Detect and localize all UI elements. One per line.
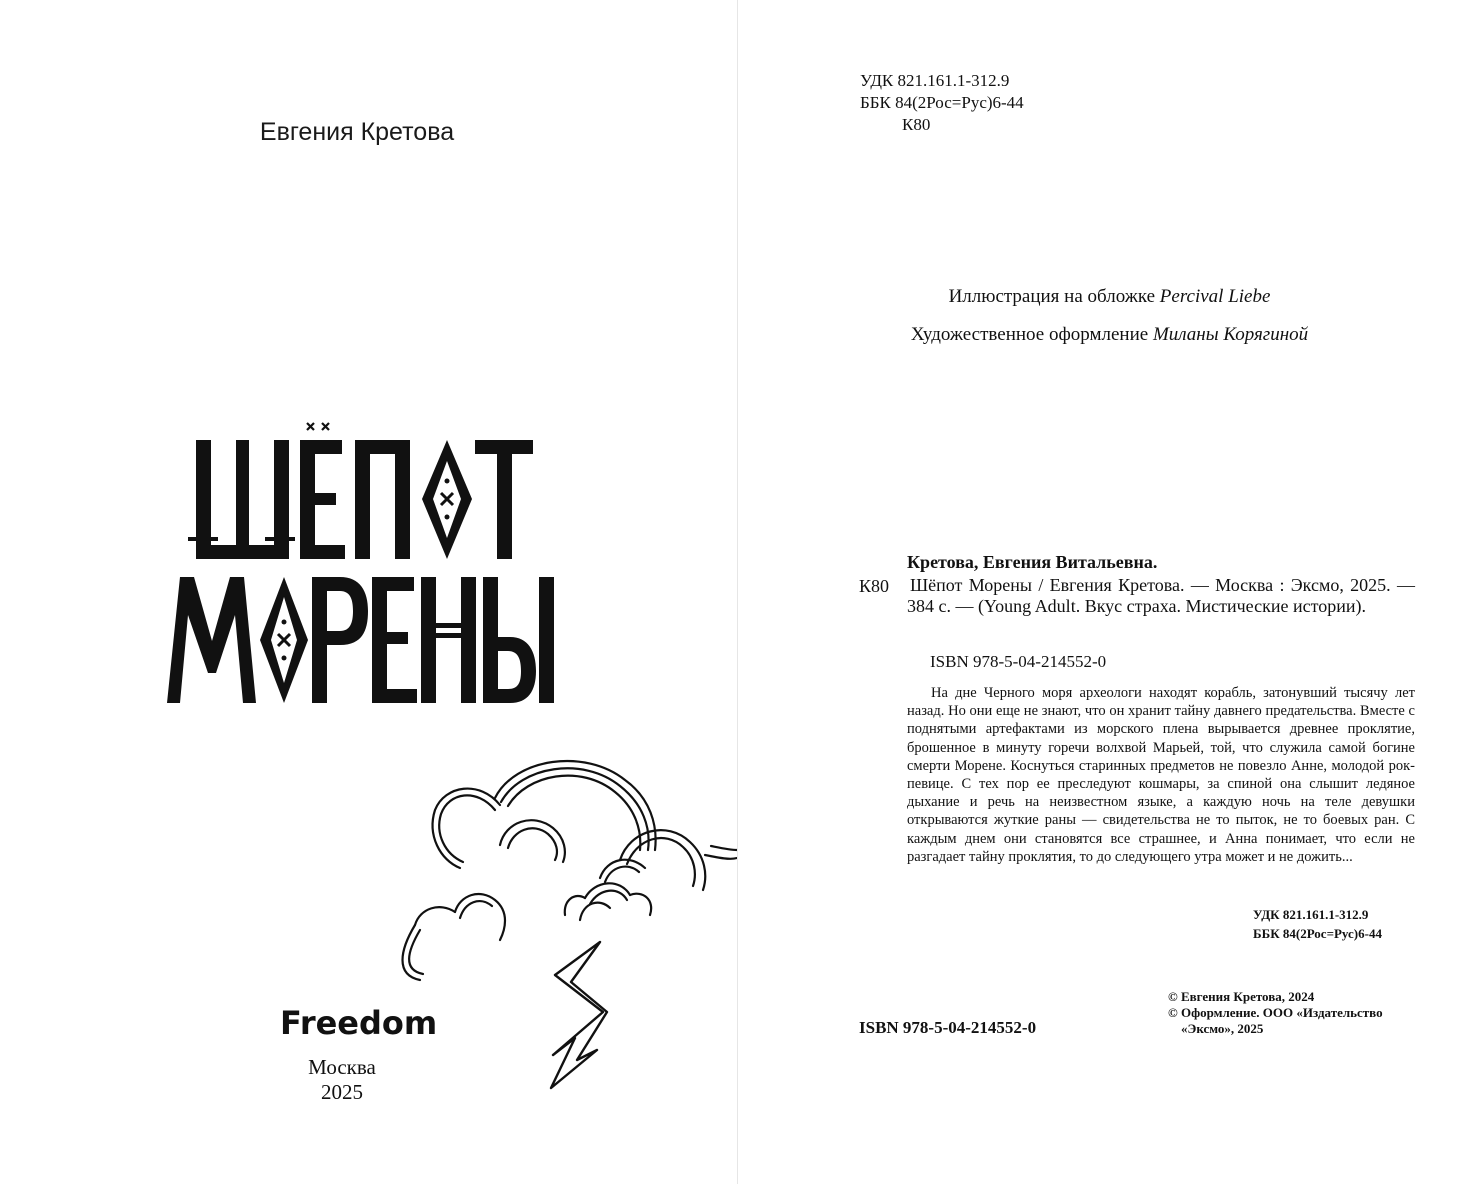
title-letter-o-rune (422, 440, 472, 559)
title-letter-er (312, 577, 368, 703)
title-letter-ye (372, 577, 417, 703)
right-page (738, 0, 1481, 1184)
title-letter-o-rune-2 (260, 577, 308, 703)
bbk-code: ББК 84(2Рос=Рус)6-44 (860, 93, 1024, 112)
illustration-credit (738, 286, 1481, 308)
title-letter-yery (483, 577, 554, 703)
publisher-logo-text: Freedom (280, 1004, 438, 1042)
title-letter-en (421, 577, 476, 703)
book-title (150, 415, 570, 715)
storm-cloud-lightning-icon (375, 750, 737, 1095)
publication-year: 2025 (321, 1080, 363, 1104)
title-letter-sha (188, 440, 295, 559)
catalog-heading: Кретова, Евгения Витальевна. (907, 552, 1158, 572)
index-bbk: ББК 84(2Рос=Рус)6-44 (1253, 926, 1382, 941)
book-annotation: На дне Черного моря археологи находят корабль, затонувший тысячу лет назад. Но они еще не знают, что он хранит тайну давнего предательства. Вместе с поднятыми артефактами из морского плена вырывается древнее проклятие, брошенное в минуту горечи волхвой Марьей, той, что служила самой богине смерти Морене. Коснуться старинных предметов не повезло Анне, молодой рок-певице. С тех пор ее преследуют кошмары, за спиной она слышит ледяное дыхание и речь на неизвестном языке, а каждую ночь на теле девушки открываются жуткие раны — свидетельства не то пыток, не то боевых ран. С каждым днем они становятся все страшнее, и Анна понимает, что если не разгадает тайну проклятия, то до следующего утра может и не дожить... (907, 685, 1415, 865)
publisher-logo (276, 998, 438, 1044)
illustration-credit-name: Percival Liebe (1159, 286, 1271, 307)
index-udk: УДК 821.161.1-312.9 (1253, 907, 1369, 922)
title-letter-yo (300, 440, 345, 559)
design-credit-name: Миланы Корягиной (1152, 324, 1309, 345)
copyright-publisher: «Эксмо», 2025 (1181, 1021, 1264, 1036)
catalog-isbn: ISBN 978-5-04-214552-0 (930, 652, 1107, 671)
copyright-design: © Оформление. ООО «Издательство (1168, 1005, 1383, 1020)
left-page (0, 0, 737, 1184)
title-letter-em (167, 577, 256, 703)
isbn-bottom: ISBN 978-5-04-214552-0 (859, 1018, 1037, 1037)
udk-code: УДК 821.161.1-312.9 (860, 71, 1010, 90)
catalog-entry: Шёпот Морены / Евгения Кретова. — Москва : Эксмо, 2025. — 384 с. — (Young Adult. Вкус страха. Мистические истории). (907, 575, 1415, 616)
publisher-city: Москва (308, 1055, 376, 1079)
design-credit (738, 324, 1481, 346)
design-credit-label: Художественное оформление (910, 324, 1149, 345)
illustration-credit-label: Иллюстрация на обложке (948, 286, 1156, 307)
catalog-mark: К80 (859, 576, 890, 596)
copyright-author: © Евгения Кретова, 2024 (1168, 989, 1315, 1004)
title-letter-te (475, 440, 533, 559)
title-diaeresis (307, 423, 329, 430)
author-mark: К80 (902, 115, 931, 134)
title-letter-pe (355, 440, 410, 559)
author-name: Евгения Кретова (259, 118, 455, 146)
